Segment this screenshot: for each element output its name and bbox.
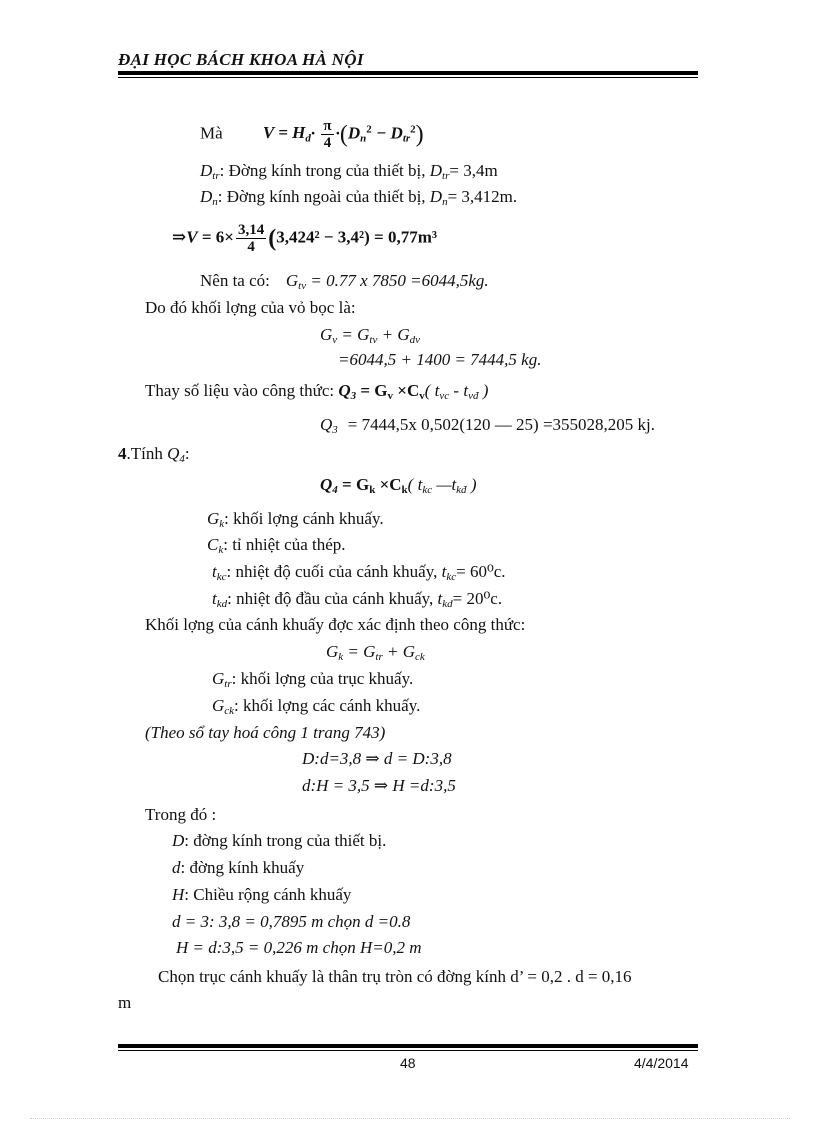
gtv-line: Nên ta có: $G_{tv} = 0.77$ x 7850 =6044,5kg.	[200, 271, 489, 292]
page-number: 48	[400, 1055, 416, 1071]
footer-rule-thin	[118, 1050, 698, 1051]
h-calc-line: H = d:3,5 = 0,226 m chọn H=0,2 m	[176, 938, 422, 957]
m-unit-line: m	[118, 993, 132, 1012]
q4-formula: $Q_4 = G_k \times C_k$( $t_{kc}$ $—t_{kđ}$ )	[320, 475, 477, 496]
bottom-dotted-border	[30, 1118, 790, 1119]
do-do-line: Do đó khối lợng của vỏ bọc là:	[145, 298, 356, 317]
dd-equation: D:d=3,8 ⇒ d = D:3,8	[302, 749, 452, 768]
khoi-luong-line: Khối lợng của cánh khuấy đợc xác định theo công thức:	[145, 615, 526, 634]
gck-line: $G_{ck}$: khối lợng các cánh khuấy.	[212, 696, 421, 717]
header-rule-thin	[118, 77, 698, 78]
v-calc-line: ⇒V = 6× $\frac{3,14}{4}$ (3,424² − 3,4²) = 0,77m³	[172, 222, 437, 255]
gv-formula: $G_v = G_{tv} + G_{dv}$	[320, 325, 421, 346]
h-line: H: Chiều rộng cánh khuấy	[172, 885, 352, 904]
tinh-q4-heading: 4.Tính $Q_4$:	[118, 444, 190, 465]
footer-date: 4/4/2014	[634, 1055, 689, 1071]
d-lower-line: d: đờng kính khuấy	[172, 858, 305, 877]
d-calc-line: d = 3: 3,8 = 0,7895 m chọn d =0.8	[172, 912, 411, 931]
q3-line: $Q_3 = 7444,5x$ 0,502(120 — 25) =355028,205 kj.	[320, 415, 656, 436]
thay-so-line: Thay số liệu vào công thức: $Q_3 = G_v \times C_v$( $t_{vc} - t_{vđ}$ )	[145, 381, 489, 402]
theo-so-tay-line: (Theo sổ tay hoá công 1 trang 743)	[145, 723, 386, 742]
tkc-line: $t_{kc}$: nhiệt độ cuối của cánh khuấy, $t_{kc}= 60^0c$.	[212, 562, 506, 583]
gtr-line: $G_{tr}$: khối lợng của trục khuấy.	[212, 669, 414, 690]
footer-rule-thick	[118, 1044, 698, 1048]
gv-result: =6044,5 + 1400 = 7444,5 kg.	[338, 350, 542, 369]
ma-label: Mà	[200, 123, 223, 143]
gk-formula: $G_k = G_{tr} + G_{ck}$	[326, 642, 425, 663]
ck-line: $C_k$: tỉ nhiệt của thép.	[207, 535, 346, 556]
v-formula-line: Mà $V = H_d\cdot$ $\frac{\pi}{4}$ $\cdot(D_n^2 - D_{tr}^2)$	[200, 118, 424, 151]
d-upper-line: D: đờng kính trong của thiết bị.	[172, 831, 387, 850]
header-rule-thick	[118, 71, 698, 75]
chon-truc-line: Chọn trục cánh khuấy là thân trụ tròn có đờng kính d’ = 0,2 . d = 0,16	[158, 967, 632, 986]
header-title: ĐẠI HỌC BÁCH KHOA HÀ NỘI	[118, 50, 364, 69]
tkd-line: $t_{kd}$: nhiệt độ đầu của cánh khuấy, $t_{kd}= 20^0c$.	[212, 589, 503, 610]
trong-do-line: Trong đó :	[145, 805, 217, 824]
dh-equation: d:H = 3,5 ⇒ H =d:3,5	[302, 776, 456, 795]
dtr-line: $D_{tr}$: Đờng kính trong của thiết bị, $D_{tr}= 3,4m$	[200, 161, 498, 182]
gk-line: $G_k$: khối lợng cánh khuấy.	[207, 509, 384, 530]
dn-line: $D_n$: Đờng kính ngoài của thiết bị, $D_n= 3,412m$.	[200, 187, 518, 208]
